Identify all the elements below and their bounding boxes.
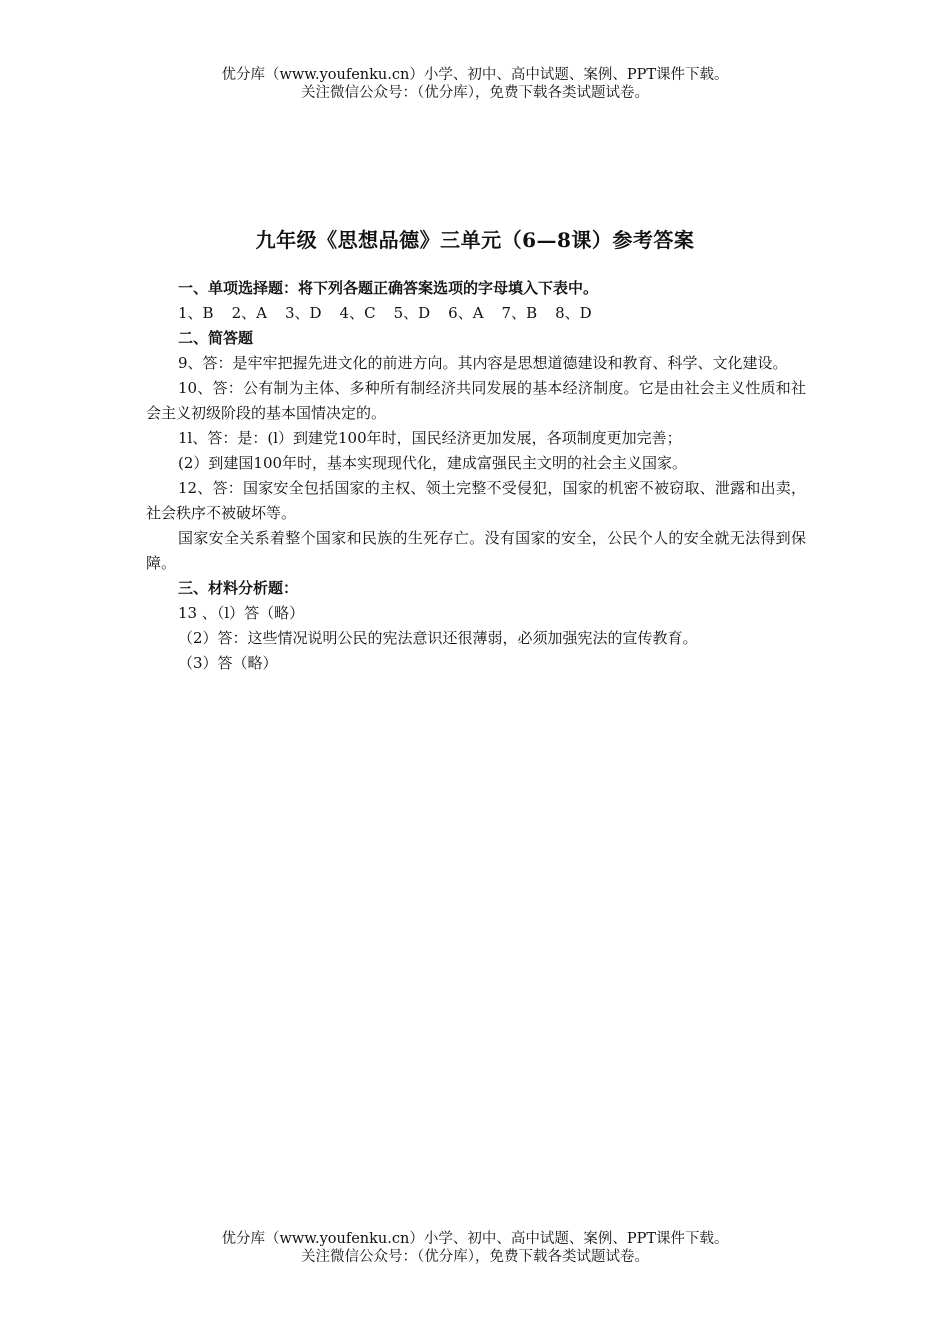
answer-5: 5、D	[393, 304, 431, 322]
answer-q10: 10、答：公有制为主体、多种所有制经济共同发展的基本经济制度。它是由社会主义性质和社会主义初级阶段的基本国情决定的。	[146, 379, 806, 422]
section-1-heading: 一、单项选择题：将下列各题正确答案选项的字母填入下表中。	[178, 279, 599, 297]
document-title: 九年级《思想品德》三单元（6—8课）参考答案	[255, 228, 695, 252]
document-body	[146, 276, 806, 676]
answer-q11-part1: 1l、答：是：(l）到建党100年时，国民经济更加发展，各项制度更加完善；	[178, 429, 682, 447]
answer-3: 3、D	[284, 304, 322, 322]
page-header	[0, 66, 950, 102]
answer-8: 8、D	[555, 304, 592, 322]
answer-1: 1、B	[178, 304, 214, 322]
footer-line-2: 关注微信公众号：（优分库），免费下载各类试题试卷。	[301, 1249, 649, 1265]
section-3-heading: 三、材料分析题：	[178, 579, 299, 597]
choice-answers	[146, 301, 806, 326]
header-line-2: 关注微信公众号：（优分库），免费下载各类试题试卷。	[301, 85, 649, 101]
answer-q13-part3: （3）答（略）	[178, 654, 278, 672]
answer-q12-part1: 12、答：国家安全包括国家的主权、领土完整不受侵犯，国家的机密不被窃取、泄露和出卖，社会秩序不被破坏等。	[146, 479, 806, 522]
answer-7: 7、B	[501, 304, 538, 322]
answer-2: 2、A	[231, 304, 267, 322]
answer-6: 6、A	[448, 304, 484, 322]
header-line-1: 优分库（www.youfenku.cn）小学、初中、高中试题、案例、PPT课件下载。	[221, 67, 729, 83]
answer-q12-part2: 国家安全关系着整个国家和民族的生死存亡。没有国家的安全，公民个人的安全就无法得到保障。	[146, 529, 806, 572]
answer-q9: 9、答：是牢牢把握先进文化的前进方向。其内容是思想道德建设和教育、科学、文化建设。	[178, 354, 788, 372]
footer-line-1: 优分库（www.youfenku.cn）小学、初中、高中试题、案例、PPT课件下载。	[221, 1231, 729, 1247]
answer-q13-part1: 13 、（l）答（略）	[178, 604, 305, 622]
answer-q13-part2: （2）答：这些情况说明公民的宪法意识还很薄弱，必须加强宪法的宣传教育。	[178, 629, 698, 647]
page-footer	[0, 1230, 950, 1266]
answer-4: 4、C	[339, 304, 376, 322]
section-2-heading: 二、简答题	[178, 329, 254, 347]
answer-q11-part2: (2）到建国100年时，基本实现现代化，建成富强民主文明的社会主义国家。	[178, 454, 688, 472]
